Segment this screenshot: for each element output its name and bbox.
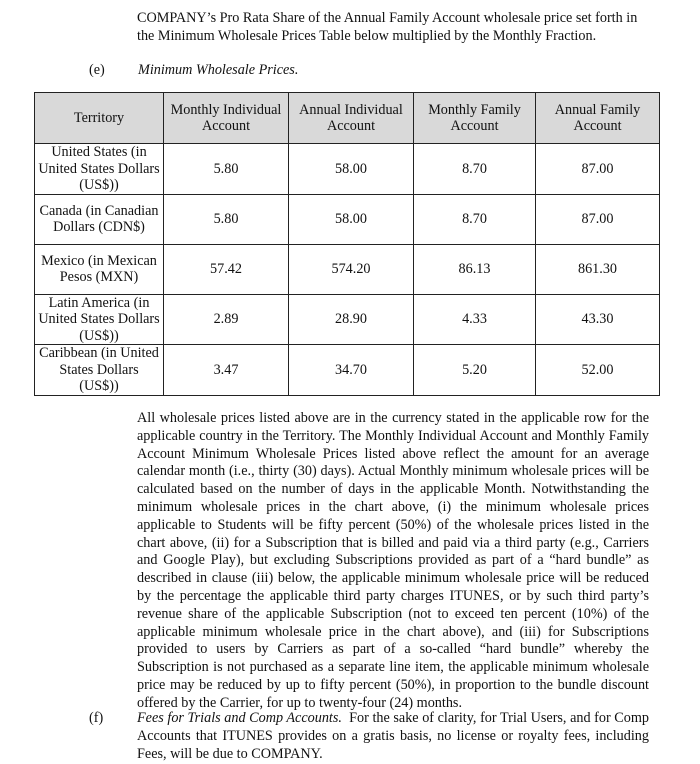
annual-individual-cell: 574.20 [289,244,414,294]
annual-individual-cell: 58.00 [289,194,414,244]
table-row [35,244,660,294]
section-f-number: (f) [89,710,104,726]
annual-family-cell: 87.00 [536,144,660,195]
territory-cell: United States (in United States Dollars (US$)) [35,144,164,195]
table-row [35,294,660,345]
monthly-family-cell: 8.70 [414,194,536,244]
monthly-individual-cell: 5.80 [164,194,289,244]
section-f-text: For the sake of clarity, for Trial Users, and for Comp Accounts that ITUNES provides on a gratis basis, no license or royalty fees, including Fees, will be due to COMPANY. [137,710,649,762]
annual-family-cell: 52.00 [536,345,660,396]
territory-cell: Caribbean (in United States Dollars (US$)) [35,345,164,396]
annual-family-cell: 861.30 [536,244,660,294]
monthly-family-cell: 5.20 [414,345,536,396]
header-territory: Territory [35,93,164,144]
section-e-title: Minimum Wholesale Prices. [138,62,299,78]
header-monthly-family: Monthly Family Account [414,93,536,144]
annual-individual-cell: 34.70 [289,345,414,396]
monthly-family-cell: 4.33 [414,294,536,345]
header-annual-individual: Annual Individual Account [289,93,414,144]
intro-paragraph: COMPANY’s Pro Rata Share of the Annual Family Account wholesale price set forth in the Minimum Wholesale Prices Table below multiplied by the Monthly Fraction. [137,10,638,44]
annual-family-cell: 43.30 [536,294,660,345]
section-e-number: (e) [89,62,105,78]
monthly-individual-cell: 2.89 [164,294,289,345]
minimum-wholesale-prices-table [34,92,660,396]
monthly-individual-cell: 57.42 [164,244,289,294]
table-row [35,345,660,396]
monthly-family-cell: 86.13 [414,244,536,294]
monthly-individual-cell: 5.80 [164,144,289,195]
territory-cell: Mexico (in Mexican Pesos (MXN) [35,244,164,294]
annual-family-cell: 87.00 [536,194,660,244]
table-row [35,144,660,195]
monthly-family-cell: 8.70 [414,144,536,195]
table-header-row [35,93,660,144]
header-monthly-individual: Monthly Individual Account [164,93,289,144]
annual-individual-cell: 58.00 [289,144,414,195]
annual-individual-cell: 28.90 [289,294,414,345]
table-row [35,194,660,244]
section-f-title: Fees for Trials and Comp Accounts. [137,710,342,726]
territory-cell: Canada (in Canadian Dollars (CDN$) [35,194,164,244]
section-f-body [137,710,649,763]
territory-cell: Latin America (in United States Dollars (US$)) [35,294,164,345]
header-annual-family: Annual Family Account [536,93,660,144]
wholesale-prices-paragraph: All wholesale prices listed above are in the currency stated in the applicable row for the applicable country in the Territory. The Monthly Individual Account and Monthly Family Account Minimum Wholesale Prices listed above reflect the amount for an average calendar month (i.e., thirty (30) days). Actual Monthly minimum wholesale prices will be calculated based on the number of days in the applicable Month. Notwithstanding the minimum wholesale prices in the chart above, (i) the minimum wholesale prices applicable to Students will be fifty percent (50%) of the wholesale prices listed in the chart above, (ii) for a Subscription that is billed and paid via a third party (e.g., Carriers and Google Play), but excluding Subscriptions provided as part of a “hard bundle” as described in clause (iii) below, the applicable minimum wholesale price will be reduced by the percentage the applicable third party charges ITUNES, or by such third party’s revenue share of the applicable Subscription (not to exceed ten percent (10%) of the applicable minimum wholesale price in the chart above), and (iii) for Subscriptions provided to users by Carriers as part of a so-called “hard bundle” whereby the Subscription is not purchased as a separate line item, the applicable minimum wholesale price may be reduced by up to fifty percent (50%), in proportion to the bundle discount offered by the Carrier, for up to twenty-four (24) months. [137,410,649,711]
monthly-individual-cell: 3.47 [164,345,289,396]
